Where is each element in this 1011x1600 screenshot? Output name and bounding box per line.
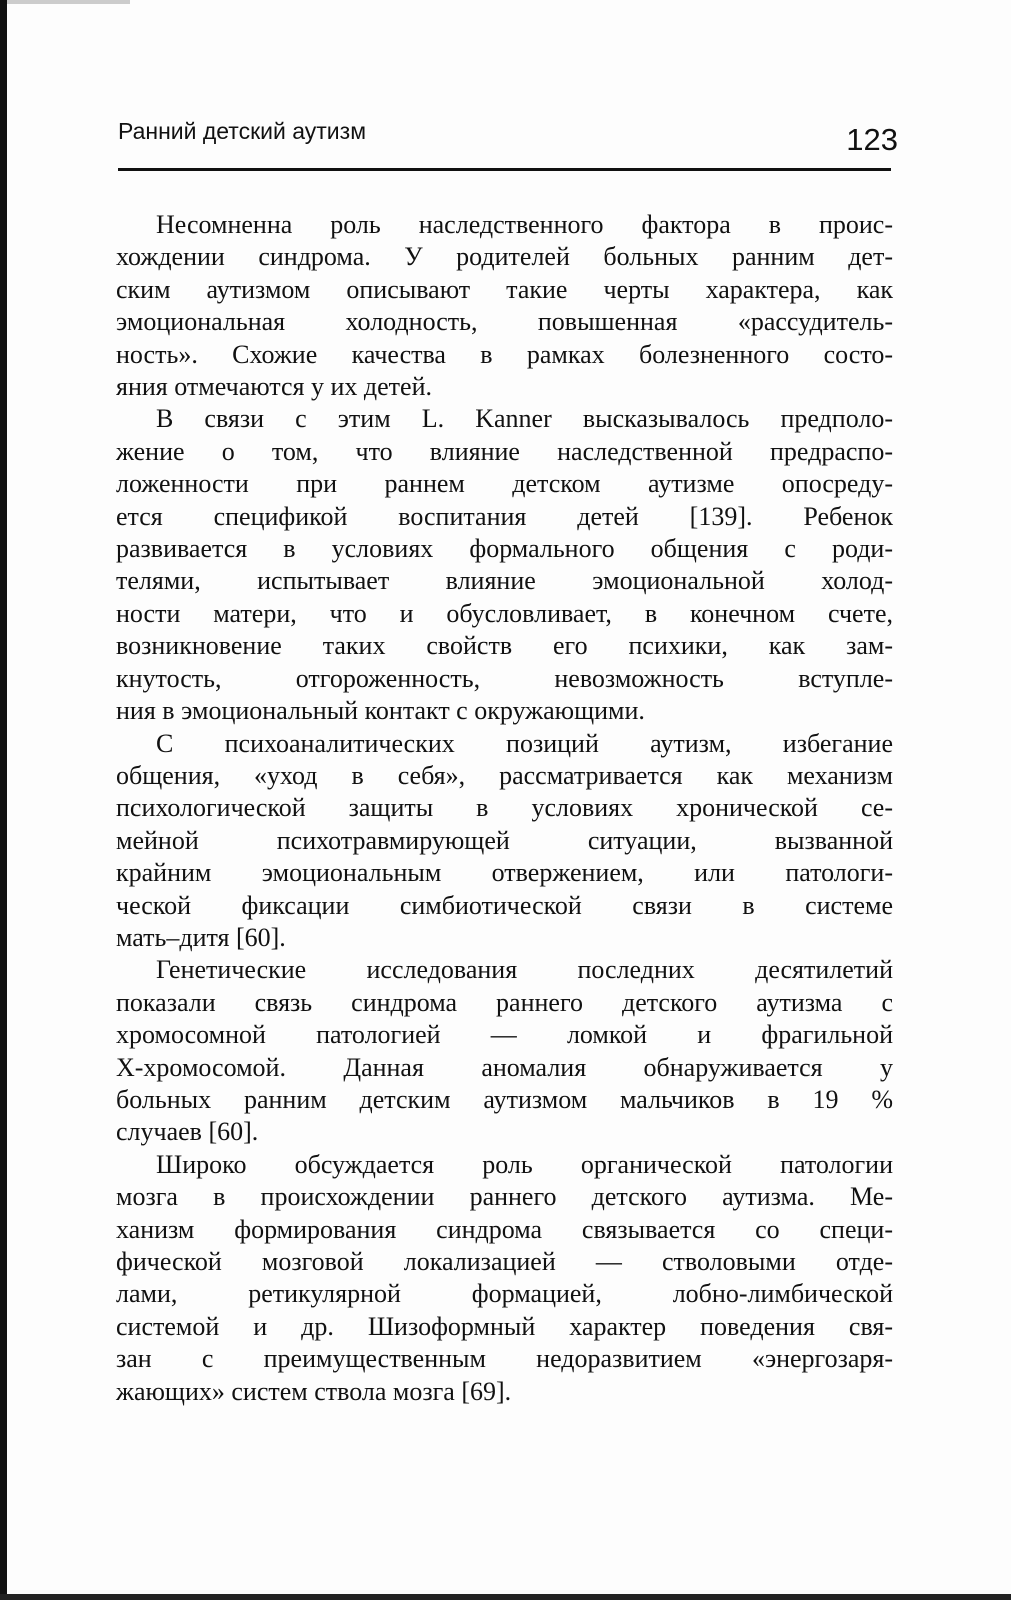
text-line: Генетические исследования последних десятилетий <box>156 955 893 985</box>
text-line: случаев [60]. <box>116 1117 259 1147</box>
text-line: лами, ретикулярной формацией, лобно-лимбической <box>116 1279 893 1309</box>
text-line: показали связь синдрома раннего детского аутизма с <box>116 987 893 1017</box>
paragraph <box>116 209 893 403</box>
text-line: мать–дитя [60]. <box>116 922 286 952</box>
text-line: общения, «уход в себя», рассматривается как механизм <box>116 760 893 790</box>
running-title: Ранний детский аутизм <box>118 118 367 144</box>
header-rule <box>118 168 891 171</box>
text-line: кнутость, отгороженность, невозможность вступле- <box>116 663 893 693</box>
paragraph <box>116 403 893 727</box>
text-line: ханизм формирования синдрома связывается со специ- <box>116 1214 893 1244</box>
text-line: яния отмечаются у их детей. <box>116 372 432 402</box>
text-line: телями, испытывает влияние эмоциональной холод- <box>116 566 893 596</box>
text-line: ности матери, что и обусловливает, в конечном счете, <box>116 598 893 628</box>
text-line: Х-хромосомой. Данная аномалия обнаруживается у <box>116 1052 893 1082</box>
text-line: ческой фиксации симбиотической связи в системе <box>116 890 893 920</box>
paragraph <box>116 954 893 1148</box>
paragraph <box>116 728 893 955</box>
text-line: фической мозговой локализацией — стволовыми отде- <box>116 1247 893 1276</box>
text-line: жение о том, что влияние наследственной предраспо- <box>116 436 893 466</box>
text-line: ния в эмоциональный контакт с окружающими. <box>116 696 645 726</box>
scan-edge-bottom <box>0 1594 1011 1600</box>
text-line: зан с преимущественным недоразвитием «энергозаря- <box>116 1344 893 1374</box>
page-header <box>118 118 898 174</box>
text-line: мозга в происхождении раннего детского аутизма. Ме- <box>116 1182 893 1212</box>
text-line: возникновение таких свойств его психики, как зам- <box>116 631 893 661</box>
text-line: ложенности при раннем детском аутизме опосреду- <box>116 469 893 499</box>
text-line: развивается в условиях формального общения с роди- <box>116 534 893 564</box>
text-line: психологической защиты в условиях хронической се- <box>116 793 893 823</box>
text-line: С психоаналитических позиций аутизм, избегание <box>156 728 893 758</box>
text-line: мейной психотравмирующей ситуации, вызванной <box>116 825 893 855</box>
body-text <box>116 209 893 1408</box>
page-number: 123 <box>846 122 898 157</box>
text-line: ется спецификой воспитания детей [139]. Ребенок <box>116 501 893 531</box>
text-line: Несомненна роль наследственного фактора в проис- <box>156 210 893 239</box>
text-line: жающих» систем ствола мозга [69]. <box>116 1376 512 1406</box>
text-line: В связи с этим L. Kanner высказывалось предполо- <box>156 404 893 434</box>
text-line: хождении синдрома. У родителей больных ранним дет- <box>116 242 893 272</box>
text-line: больных ранним детским аутизмом мальчиков в 19 % <box>116 1084 893 1114</box>
scan-edge-left <box>0 0 7 1600</box>
scan-edge-top <box>0 0 130 4</box>
text-line: ским аутизмом описывают такие черты характера, как <box>116 274 893 304</box>
paragraph <box>116 1149 893 1408</box>
text-line: крайним эмоциональным отвержением, или патологи- <box>116 858 893 888</box>
text-line: хромосомной патологией — ломкой и фрагильной <box>116 1020 893 1050</box>
text-line: системой и др. Шизоформный характер поведения свя- <box>116 1311 893 1341</box>
text-line: ность». Схожие качества в рамках болезненного состо- <box>116 339 893 369</box>
text-line: эмоциональная холодность, повышенная «рассудитель- <box>116 307 893 337</box>
text-line: Широко обсуждается роль органической патологии <box>156 1149 893 1179</box>
